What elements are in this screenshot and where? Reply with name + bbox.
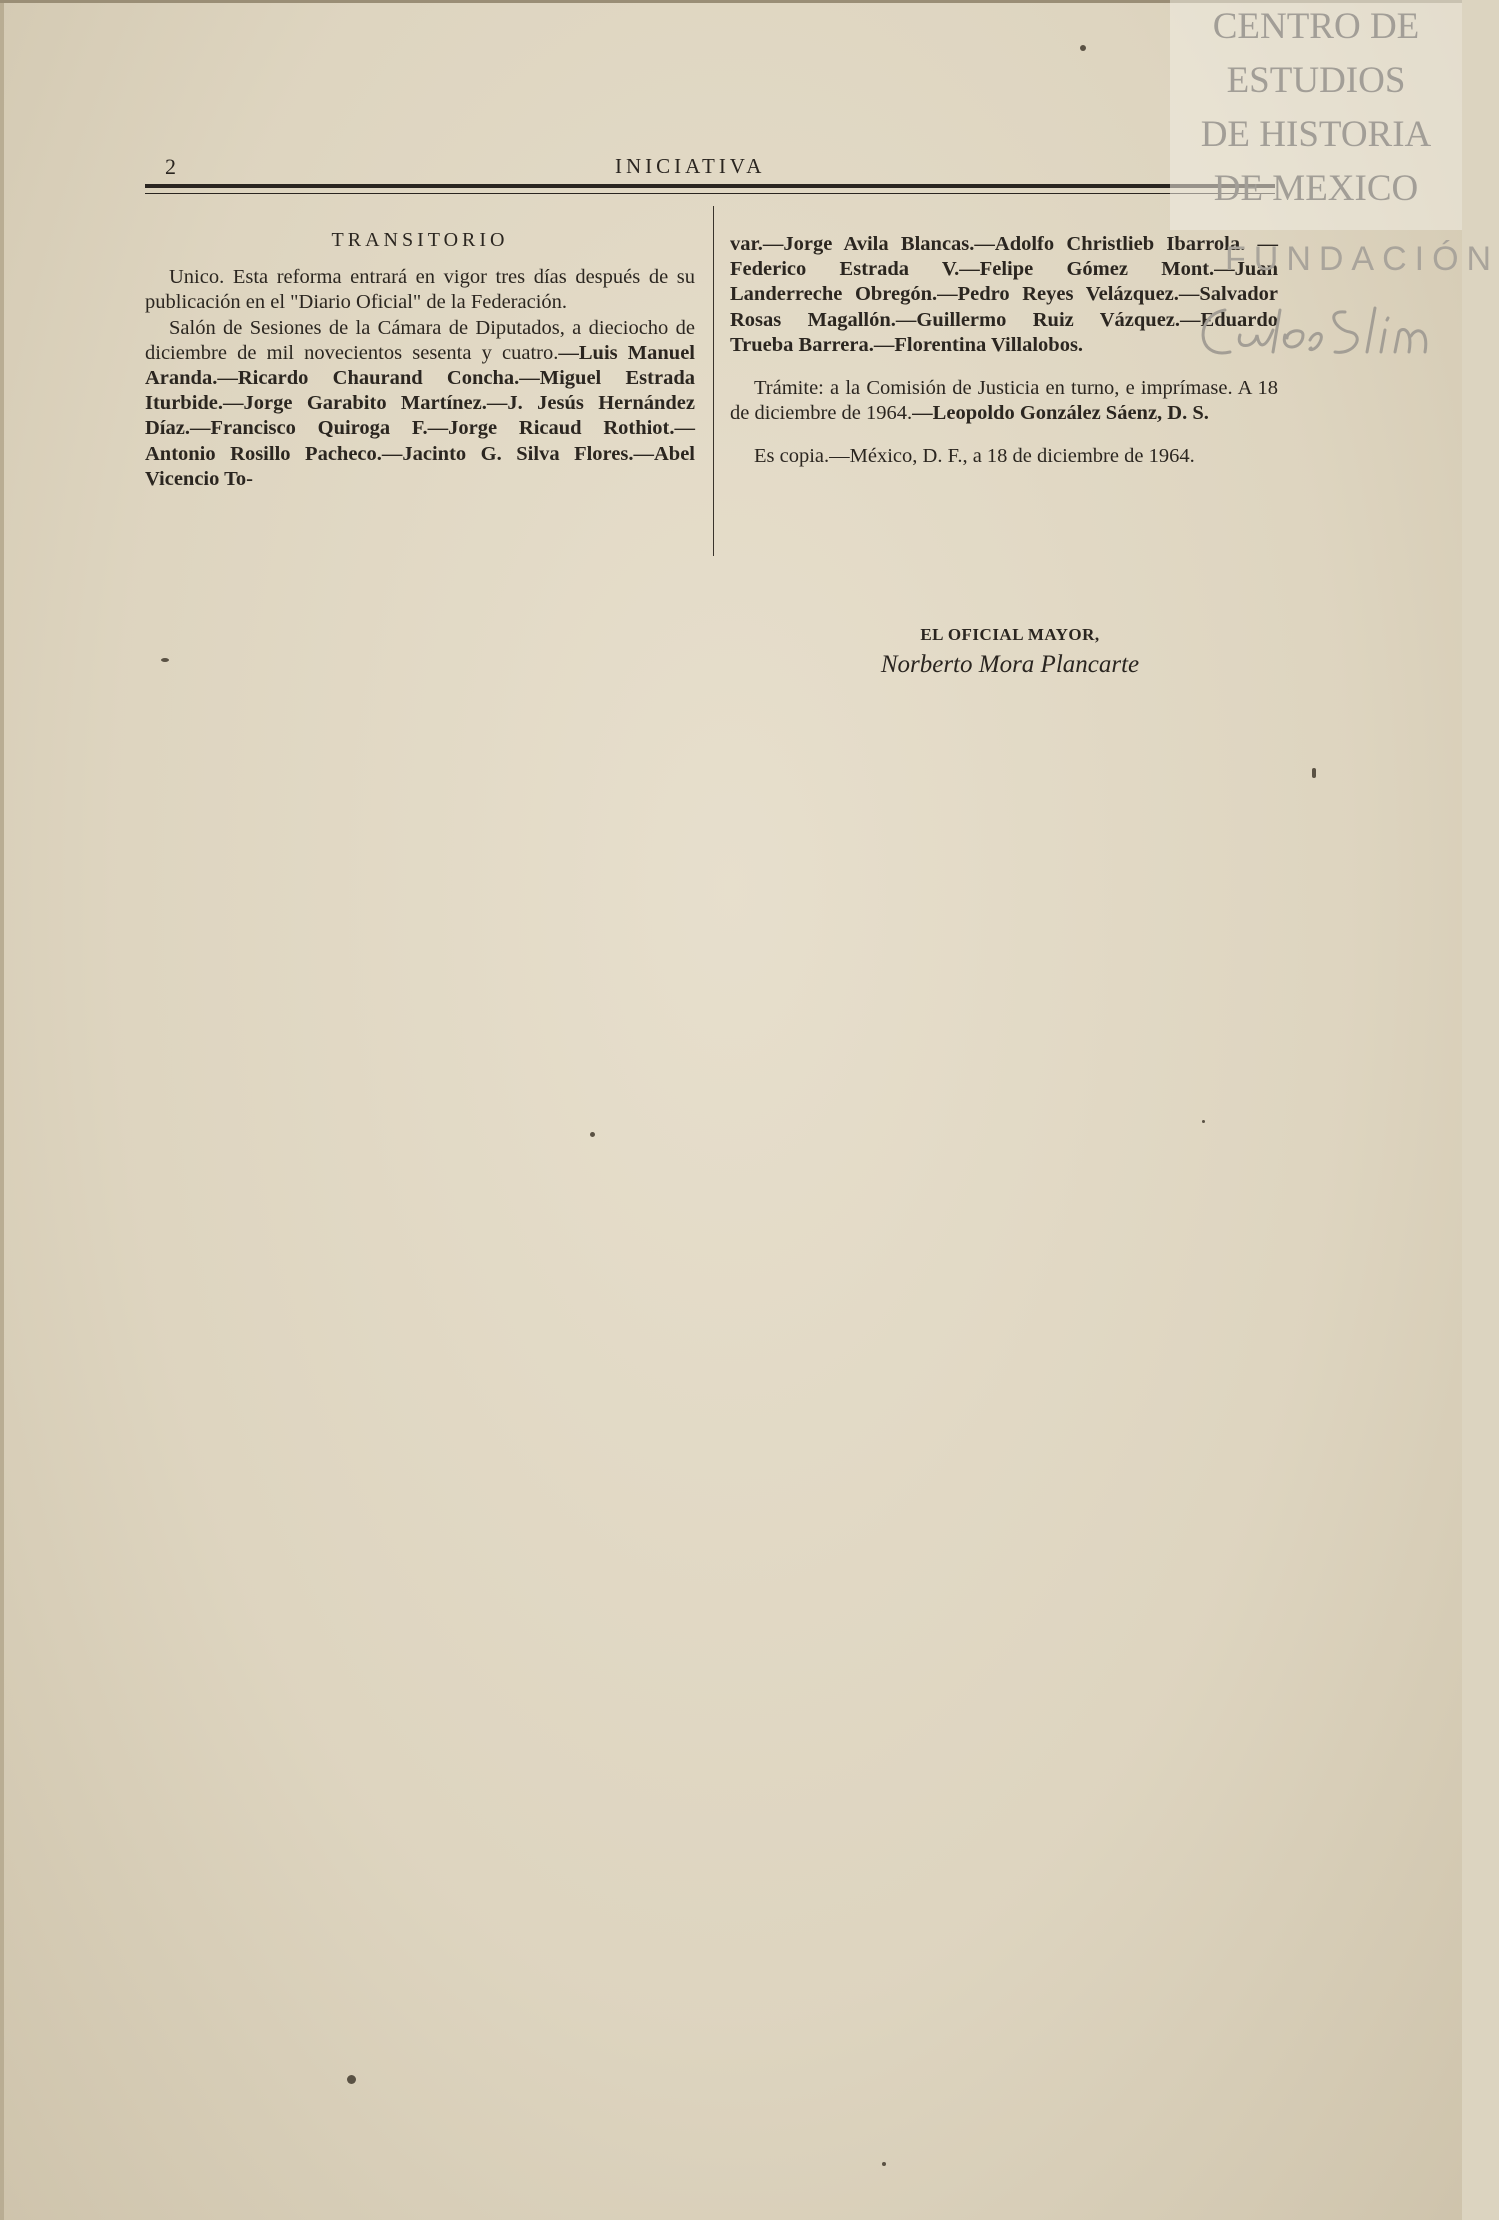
- paper-speck: [882, 2162, 886, 2166]
- section-title: TRANSITORIO: [331, 229, 509, 251]
- session-paragraph: [145, 316, 695, 492]
- signatories-list: —Luis Manuel Aranda.—Ricardo Chaurand Concha.—Miguel Estrada Iturbide.—Jorge Garabito Martínez.—J. Jesús Hernández Díaz.—Francisco Quiroga F.—Jorge Ricaud Rothiot.—Antonio Rosillo Pacheco.—Jacinto G. Silva Flores.—Abel Vicencio To-: [145, 341, 695, 490]
- watermark-line-4: DE MEXICO: [1213, 168, 1419, 209]
- signature-name: Norberto Mora Plancarte: [880, 651, 1140, 678]
- header-rule-thick: [145, 184, 1275, 188]
- signature-title: EL OFICIAL MAYOR,: [920, 625, 1100, 644]
- paper-speck: [1080, 45, 1086, 51]
- signature-block: [800, 625, 1220, 679]
- watermark-line-3: DE HISTORIA: [1200, 114, 1432, 155]
- header-rule-thin: [145, 193, 1275, 194]
- transitorio-paragraph: Unico. Esta reforma entrará en vigor tres días después de su publicación en el "Diario Oficial" de la Federación.: [145, 266, 695, 314]
- left-column: [145, 228, 695, 492]
- page-edge-left: [0, 0, 4, 2220]
- foundation-signature-logo-icon: [1185, 290, 1460, 370]
- paper-speck: [1202, 1120, 1205, 1123]
- page-header: [145, 150, 1275, 180]
- watermark-line-2: ESTUDIOS: [1226, 60, 1406, 101]
- column-divider: [713, 206, 714, 556]
- copia-paragraph: Es copia.—México, D. F., a 18 de diciembre de 1964.: [754, 445, 1195, 468]
- signatories-continued-text: var.—Jorge Avila Blancas.—Adolfo Christlieb Ibarrola. —Federico Estrada V.—Felipe Gómez Mont.—Juan Landerreche Obregón.—Pedro Reyes Velázquez.—Salvador Rosas Magallón.—Guillermo Ruiz Vázquez.—Eduardo Trueba Barrera.—Florentina Villalobos.: [730, 233, 1278, 356]
- tramite-signer: —Leopoldo: [912, 402, 1015, 425]
- archive-watermark: [1170, 0, 1462, 230]
- paper-speck: [161, 658, 169, 662]
- tramite-signer-end: González Sáenz, D. S.: [1019, 402, 1209, 425]
- session-text: Salón de Sesiones de la Cámara de Diputados, a dieciocho de diciembre de mil novecientos sesenta y cuatro.: [145, 316, 695, 364]
- tramite-paragraph: [730, 376, 1278, 426]
- watermark-line-1: CENTRO DE: [1212, 6, 1420, 47]
- tramite-text: Trámite: a la Comisión de Justicia en turno, e imprímase. A 18 de diciembre de 1964.: [730, 377, 1278, 425]
- watermark-fundacion: FUNDACIÓN: [1225, 240, 1499, 278]
- paper-speck: [590, 1132, 595, 1137]
- paper-speck: [1312, 768, 1316, 778]
- page-number: 2: [165, 154, 177, 179]
- paper-speck: [347, 2075, 356, 2084]
- running-head: INICIATIVA: [615, 154, 766, 178]
